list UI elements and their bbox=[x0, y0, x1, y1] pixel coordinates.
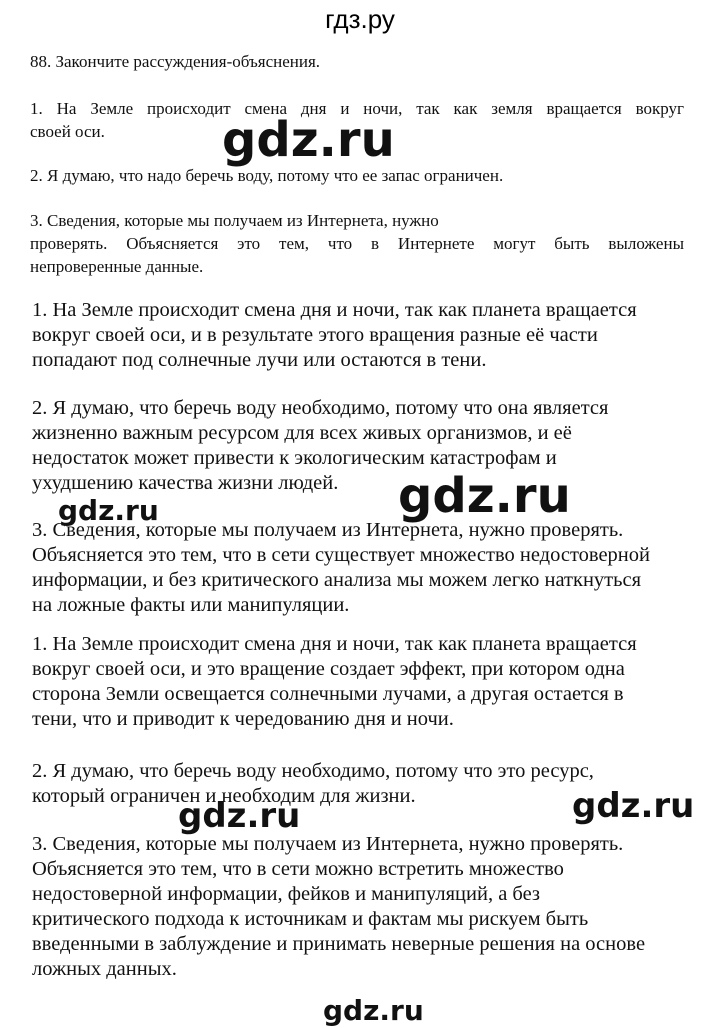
answer-line: на ложные факты или манипуляции. bbox=[32, 594, 350, 616]
answer-line: 1. На Земле происходит смена дня и ночи, так как планета вращается bbox=[32, 633, 637, 655]
answer-line: ухудшению качества жизни людей. bbox=[32, 472, 339, 494]
task-heading-text: 88. Закончите рассуждения-объяснения. bbox=[30, 52, 321, 71]
answer-line: 2. Я думаю, что надо беречь воду, потому что ее запас ограничен. bbox=[30, 166, 504, 185]
answer-2-detailed bbox=[32, 759, 594, 809]
answer-line: недостоверной информации, фейков и манипуляций, а без bbox=[32, 883, 541, 905]
answer-line: Объясняется это тем, что в сети можно встретить множество bbox=[32, 858, 564, 880]
answer-line: который ограничен и необходим для жизни. bbox=[32, 785, 416, 807]
answer-3-extended bbox=[32, 518, 650, 618]
watermark: gdz.ru bbox=[323, 994, 424, 1027]
answer-1-extended bbox=[32, 298, 637, 373]
watermark: gdz.ru bbox=[398, 468, 571, 524]
watermark: gdz.ru bbox=[572, 786, 695, 826]
answer-line: 3. Сведения, которые мы получаем из Интернета, нужно bbox=[30, 211, 439, 230]
answer-line: 2. Я думаю, что беречь воду необходимо, потому что она является bbox=[32, 397, 609, 419]
answer-line: тени, что и приводит к чередованию дня и ночи. bbox=[32, 708, 454, 730]
answer-line: сторона Земли освещается солнечными лучами, а другая остается в bbox=[32, 683, 624, 705]
answer-line: ложных данных. bbox=[32, 958, 177, 980]
site-title: гдз.ру bbox=[325, 4, 395, 34]
answer-line: критического подхода к источникам и фактам мы рискуем быть bbox=[32, 908, 589, 930]
answer-line: жизненно важным ресурсом для всех живых организмов, и её bbox=[32, 422, 572, 444]
answer-line: вокруг своей оси, и в результате этого вращения разные её части bbox=[32, 324, 598, 346]
answer-line: введенными в заблуждение и принимать неверные решения на основе bbox=[32, 933, 646, 955]
watermark: gdz.ru bbox=[178, 796, 301, 836]
answer-line: 1. На Земле происходит смена дня и ночи, так как планета вращается bbox=[32, 299, 637, 321]
answer-line: Объясняется это тем, что в сети существует множество недостоверной bbox=[32, 544, 650, 566]
answer-line: 1. На Земле происходит смена дня и ночи, так как земля вращается вокруг bbox=[30, 99, 684, 118]
answer-line: информации, и без критического анализа мы можем легко наткнуться bbox=[32, 569, 641, 591]
answer-line: своей оси. bbox=[30, 122, 105, 141]
answer-3-detailed bbox=[32, 832, 645, 982]
answer-1-detailed bbox=[32, 632, 637, 732]
watermark: gdz.ru bbox=[58, 494, 159, 527]
answer-line: 2. Я думаю, что беречь воду необходимо, потому что это ресурс, bbox=[32, 760, 594, 782]
task-heading bbox=[30, 50, 320, 73]
watermark: gdz.ru bbox=[222, 112, 395, 168]
answer-line: 3. Сведения, которые мы получаем из Интернета, нужно проверять. bbox=[32, 519, 624, 541]
answer-3-short bbox=[30, 209, 684, 278]
answer-line: 3. Сведения, которые мы получаем из Интернета, нужно проверять. bbox=[32, 833, 624, 855]
answer-line: непроверенные данные. bbox=[30, 257, 204, 276]
answer-line: проверять. Объясняется это тем, что в Интернете могут быть выложены bbox=[30, 234, 684, 253]
answer-line: попадают под солнечные лучи или остаются в тени. bbox=[32, 349, 487, 371]
answer-line: вокруг своей оси, и это вращение создает эффект, при котором одна bbox=[32, 658, 625, 680]
answer-line: недостаток может привести к экологическим катастрофам и bbox=[32, 447, 557, 469]
